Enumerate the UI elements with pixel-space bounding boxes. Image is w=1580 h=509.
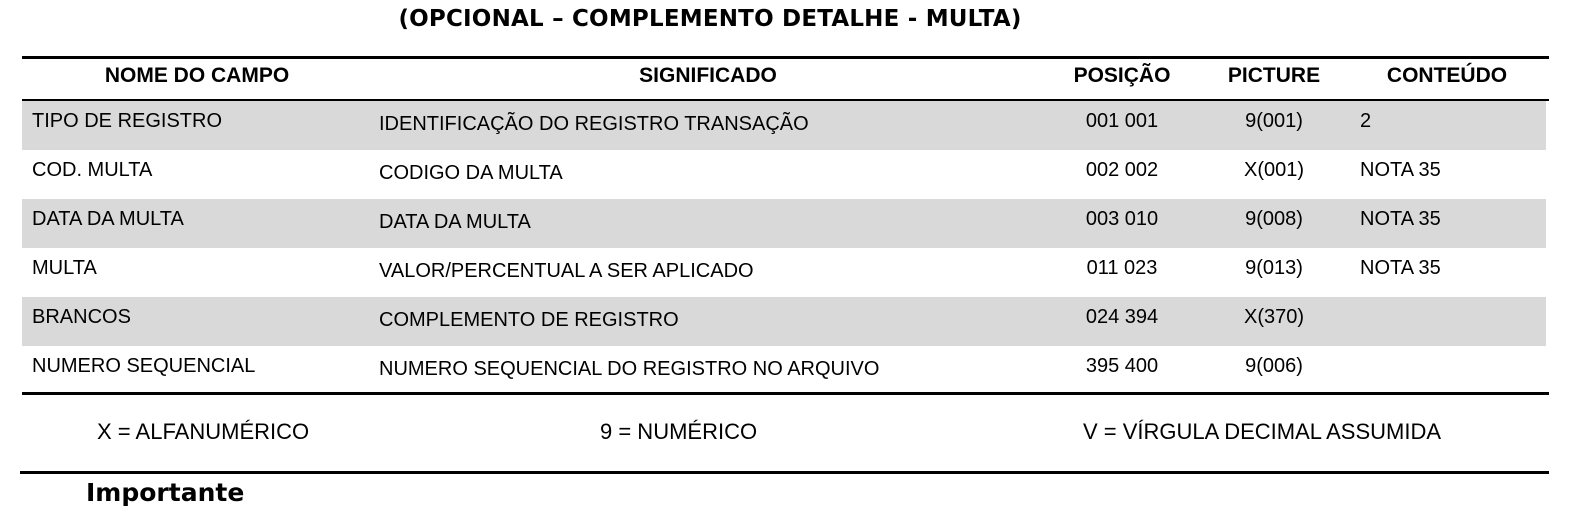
table-header (22, 59, 1549, 99)
cell-significado: NUMERO SEQUENCIAL DO REGISTRO NO ARQUIVO (379, 358, 880, 380)
section-heading-importante: Importante (86, 478, 245, 507)
cell-picture: 9(013) (1245, 257, 1303, 279)
cell-conteudo: NOTA 35 (1360, 159, 1441, 181)
table-row (22, 248, 1546, 297)
cell-nome: BRANCOS (32, 306, 131, 328)
table-row (22, 199, 1546, 248)
header-significado: SIGNIFICADO (639, 64, 777, 87)
table-row (22, 150, 1546, 199)
cell-posicao: 001 001 (1085, 110, 1159, 132)
cell-conteudo: NOTA 35 (1360, 208, 1441, 230)
table-row (22, 101, 1546, 150)
header-conteudo: CONTEÚDO (1386, 64, 1508, 87)
cell-picture: 9(008) (1245, 208, 1303, 230)
cell-nome: TIPO DE REGISTRO (32, 110, 223, 132)
legend-numerico: 9 = NUMÉRICO (600, 419, 758, 444)
cell-picture: X(001) (1243, 159, 1305, 181)
header-nome-do-campo: NOME DO CAMPO (104, 64, 290, 87)
page-title: (OPCIONAL – COMPLEMENTO DETALHE - MULTA) (398, 6, 1022, 32)
legend-bottom-rule (20, 471, 1549, 474)
cell-nome: MULTA (32, 257, 97, 279)
cell-significado: DATA DA MULTA (379, 211, 531, 233)
header-posicao: POSIÇÃO (1073, 64, 1171, 87)
cell-nome: NUMERO SEQUENCIAL (32, 355, 256, 377)
cell-conteudo: 2 (1360, 110, 1372, 132)
cell-picture: 9(001) (1245, 110, 1303, 132)
cell-significado: VALOR/PERCENTUAL A SER APLICADO (379, 260, 754, 282)
cell-posicao: 395 400 (1085, 355, 1159, 377)
table-bottom-rule (22, 392, 1549, 395)
table-row (22, 346, 1546, 395)
cell-posicao: 003 010 (1085, 208, 1159, 230)
legend-alfanumerico: X = ALFANUMÉRICO (97, 419, 310, 444)
header-picture: PICTURE (1227, 64, 1321, 87)
cell-conteudo: NOTA 35 (1360, 257, 1441, 279)
legend-virgula-decimal: V = VÍRGULA DECIMAL ASSUMIDA (1083, 419, 1442, 444)
cell-posicao: 024 394 (1085, 306, 1159, 328)
cell-significado: COMPLEMENTO DE REGISTRO (379, 309, 679, 331)
cell-significado: CODIGO DA MULTA (379, 162, 563, 184)
cell-picture: X(370) (1243, 306, 1305, 328)
cell-nome: DATA DA MULTA (32, 208, 184, 230)
cell-nome: COD. MULTA (32, 159, 153, 181)
table-row (22, 297, 1546, 346)
cell-posicao: 002 002 (1085, 159, 1159, 181)
cell-picture: 9(006) (1245, 355, 1303, 377)
cell-posicao: 011 023 (1086, 257, 1158, 279)
cell-significado: IDENTIFICAÇÃO DO REGISTRO TRANSAÇÃO (379, 113, 809, 135)
